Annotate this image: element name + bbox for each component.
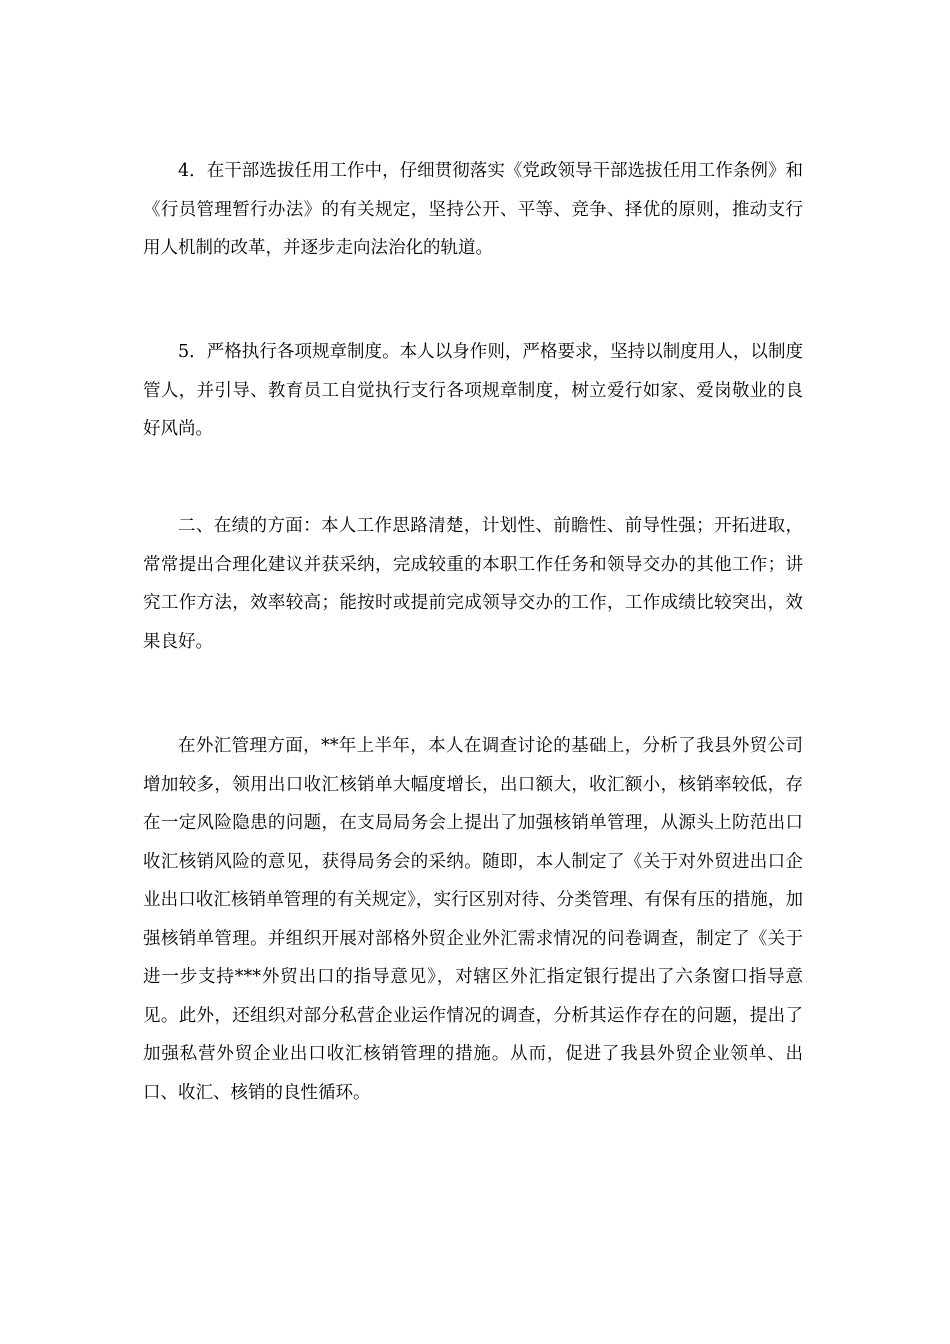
paragraph-forex-management: 在外汇管理方面，**年上半年，本人在调查讨论的基础上，分析了我县外贸公司增加较多，领用出口收汇核销单大幅度增长，出口额大，收汇额小，核销率较低，存在一定风险隐患的问题，在支局局务会上提出了加强核销单管理，从源头上防范出口收汇核销风险的意见，获得局务会的采纳。随即，本人制定了《关于对外贸进出口企业出口收汇核销单管理的有关规定》，实行区别对待、分类管理、有保有压的措施，加强核销单管理。并组织开展对部格外贸企业外汇需求情况的问卷调查，制定了《关于进一步支持***外贸出口的指导意见》，对辖区外汇指定银行提出了六条窗口指导意见。此外，还组织对部分私营企业运作情况的调查，分析其运作存在的问题，提出了加强私营外贸企业出口收汇核销管理的措施。从而，促进了我县外贸企业领单、出口、收汇、核销的良性循环。	[143, 736, 803, 1103]
paragraph-performance: 二、在绩的方面：本人工作思路清楚，计划性、前瞻性、前导性强；开拓进取，常常提出合理化建议并获采纳，完成较重的本职工作任务和领导交办的其他工作；讲究工作方法，效率较高；能按时或提前完成领导交办的工作，工作成绩比较突出，效果良好。	[143, 516, 803, 652]
paragraph-rules-enforcement: 5．严格执行各项规章制度。本人以身作则，严格要求，坚持以制度用人，以制度管人，并引导、教育员工自觉执行支行各项规章制度，树立爱行如家、爱岗敬业的良好风尚。	[143, 342, 803, 439]
paragraph-cadre-selection: 4．在干部选拔任用工作中，仔细贯彻落实《党政领导干部选拔任用工作条例》和《行员管理暂行办法》的有关规定，坚持公开、平等、竞争、择优的原则，推动支行用人机制的改革，并逐步走向法治化的轨道。	[143, 161, 803, 258]
